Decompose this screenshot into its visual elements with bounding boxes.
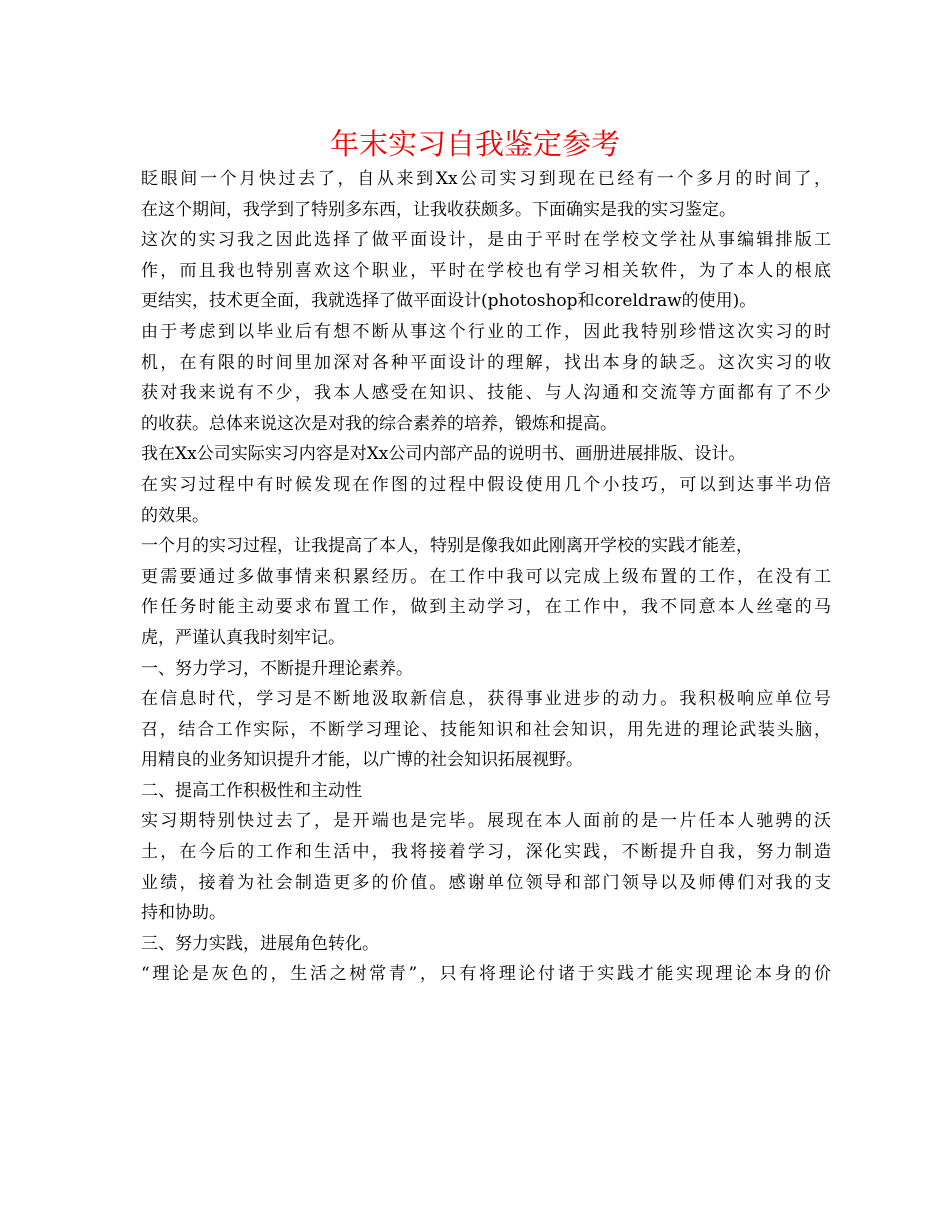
text-line: 土，在今后的工作和生活中，我将接着学习，深化实践，不断提升自我，努力制造 — [141, 842, 831, 863]
text-line: 在这个期间，我学到了特别多东西，让我收获颇多。下面确实是我的实习鉴定。 — [141, 199, 736, 220]
text-line: 在实习过程中有时候发现在作图的过程中假设使用几个小技巧，可以到达事半功倍 — [141, 474, 831, 495]
text-line: 的收获。总体来说这次是对我的综合素养的培养，锻炼和提高。 — [141, 413, 617, 434]
section-heading: 二、提高工作积极性和主动性 — [141, 780, 362, 801]
document-title: 年末实习自我鉴定参考 — [329, 127, 620, 161]
text-line: 业绩，接着为社会制造更多的价值。感谢单位领导和部门领导以及师傅们对我的支 — [141, 872, 831, 893]
text-line: 的效果。 — [141, 505, 209, 526]
text-line: 更结实，技术更全面，我就选择了做平面设计(photoshop和coreldraw的使用)。 — [141, 291, 757, 312]
text-line: 机，在有限的时间里加深对各种平面设计的理解，找出本身的缺乏。这次实习的收 — [141, 352, 831, 373]
text-line: 在信息时代，学习是不断地汲取新信息，获得事业进步的动力。我积极响应单位号 — [141, 689, 831, 710]
text-line: 作，而且我也特别喜欢这个职业，平时在学校也有学习相关软件，为了本人的根底 — [141, 260, 831, 281]
text-line: 获对我来说有不少，我本人感受在知识、技能、与人沟通和交流等方面都有了不少 — [141, 383, 831, 404]
text-line: 我在Xx公司实际实习内容是对Xx公司内部产品的说明书、画册进展排版、设计。 — [141, 444, 746, 465]
section-heading: 一、努力学习，不断提升理论素养。 — [141, 658, 413, 679]
text-line: 用精良的业务知识提升才能，以广博的社会知识拓展视野。 — [141, 750, 583, 771]
text-line: 这次的实习我之因此选择了做平面设计，是由于平时在学校文学社从事编辑排版工 — [141, 230, 831, 251]
section-heading: 三、努力实践，进展角色转化。 — [141, 933, 379, 954]
text-line: 实习期特别快过去了，是开端也是完毕。展现在本人面前的是一片任本人驰骋的沃 — [141, 811, 831, 832]
text-line: 召，结合工作实际，不断学习理论、技能知识和社会知识，用先进的理论武装头脑， — [141, 719, 831, 740]
text-line: 更需要通过多做事情来积累经历。在工作中我可以完成上级布置的工作，在没有工 — [141, 566, 831, 587]
text-line: 持和协助。 — [141, 903, 226, 924]
text-line: 眨眼间一个月快过去了，自从来到Xx公司实习到现在已经有一个多月的时间了， — [141, 169, 831, 189]
text-line: 作任务时能主动要求布置工作，做到主动学习，在工作中，我不同意本人丝毫的马 — [141, 597, 831, 618]
text-line: 一个月的实习过程，让我提高了本人，特别是像我如此刚离开学校的实践才能差， — [141, 536, 753, 557]
text-line: 由于考虑到以毕业后有想不断从事这个行业的工作，因此我特别珍惜这次实习的时 — [141, 321, 831, 342]
text-line: 虎，严谨认真我时刻牢记。 — [141, 627, 345, 648]
document-body — [141, 164, 831, 990]
text-line: “理论是灰色的，生活之树常青”，只有将理论付诸于实践才能实现理论本身的价 — [141, 964, 831, 985]
